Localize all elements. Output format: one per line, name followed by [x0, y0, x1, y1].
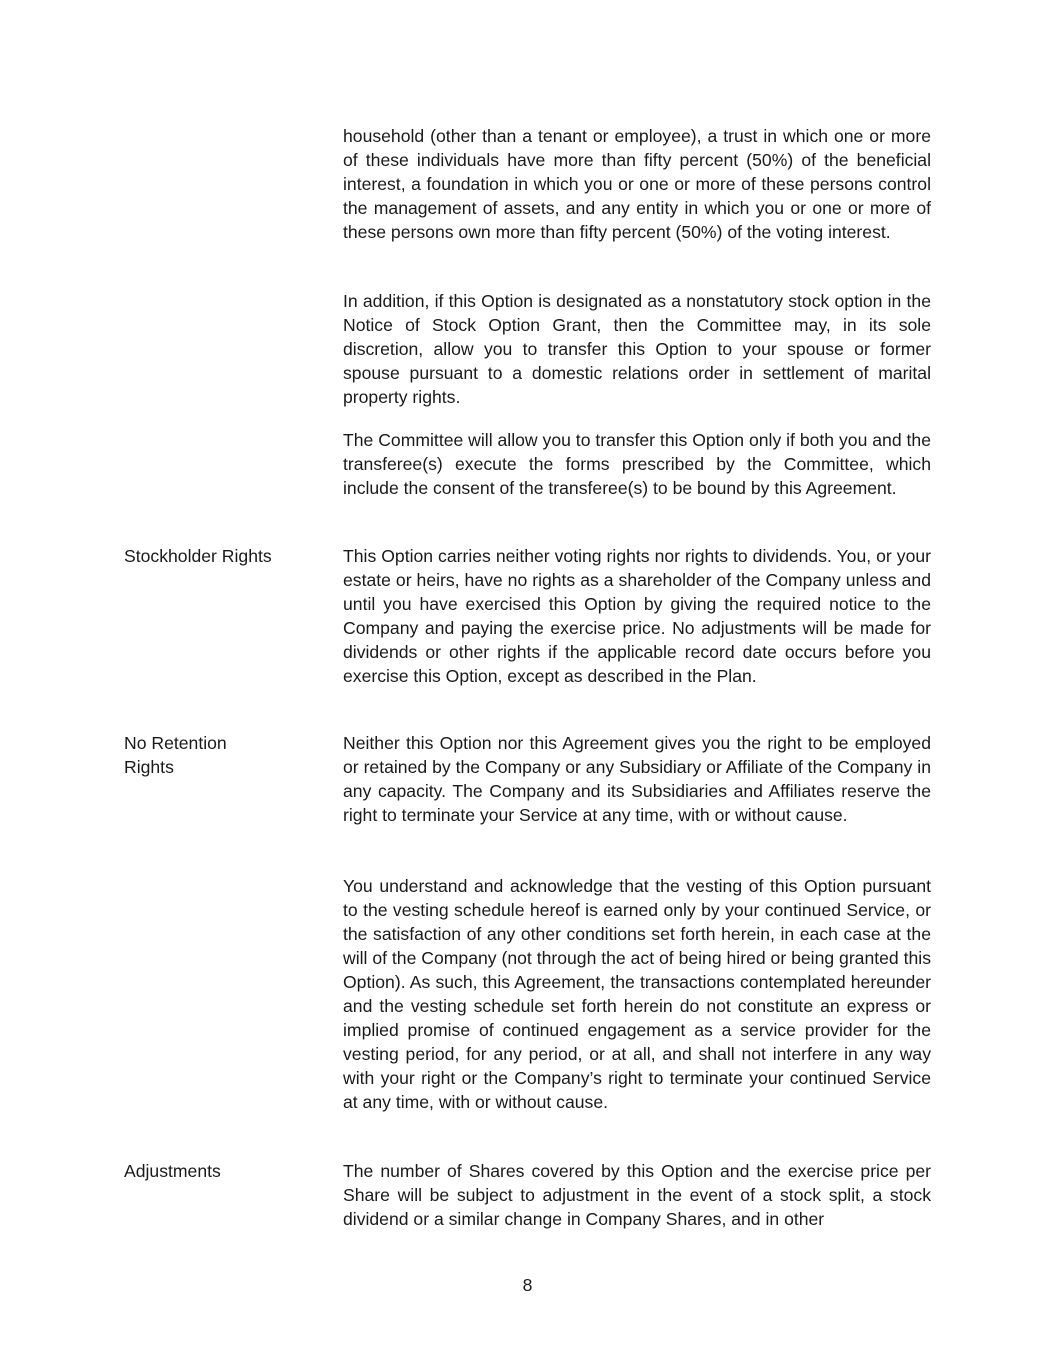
adjustments-heading: Adjustments: [124, 1161, 221, 1181]
transfer-paragraph-1: household (other than a tenant or employee), a trust in which one or more of these individuals have more than fifty percent (50%) of the beneficial interest, a foundation in which you or one or more of these persons control the management of assets, and any entity in which you or one or more of these persons own more than fifty percent (50%) of the voting interest.: [343, 126, 931, 242]
transfer-paragraph-3: The Committee will allow you to transfer this Option only if both you and the transferee(s) execute the forms prescribed by the Committee, which include the consent of the transferee(s) to be bound by this Agreement.: [343, 430, 931, 498]
stockholder-rights-heading: Stockholder Rights: [124, 546, 272, 566]
page-number: 8: [522, 1275, 533, 1295]
no-retention-paragraph-1: Neither this Option nor this Agreement gives you the right to be employed or retained by the Company or any Subsidiary or Affiliate of the Company in any capacity. The Company and its Subsidiaries and Affiliates reserve the right to terminate your Service at any time, with or without cause.: [343, 733, 931, 825]
adjustments-paragraph: The number of Shares covered by this Option and the exercise price per Share will be subject to adjustment in the event of a stock split, a stock dividend or a similar change in Company Shares, and in other: [343, 1161, 931, 1229]
transfer-paragraph-2: In addition, if this Option is designated as a nonstatutory stock option in the Notice of Stock Option Grant, then the Committee may, in its sole discretion, allow you to transfer this Option to your spouse or former spouse pursuant to a domestic relations order in settlement of marital property rights.: [343, 291, 931, 407]
no-retention-rights-heading: No Retention Rights: [124, 733, 227, 777]
no-retention-paragraph-2: You understand and acknowledge that the vesting of this Option pursuant to the vesting schedule hereof is earned only by your continued Service, or the satisfaction of any other conditions set forth herein, in each case at the will of the Company (not through the act of being hired or being granted this Option). As such, this Agreement, the transactions contemplated hereunder and the vesting schedule set forth herein do not constitute an express or implied promise of continued engagement as a service provider for the vesting period, for any period, or at all, and shall not interfere in any way with your right or the Company’s right to terminate your continued Service at any time, with or without cause.: [343, 876, 931, 1112]
stockholder-rights-paragraph: This Option carries neither voting rights nor rights to dividends. You, or your estate or heirs, have no rights as a shareholder of the Company unless and until you have exercised this Option by giving the required notice to the Company and paying the exercise price. No adjustments will be made for dividends or other rights if the applicable record date occurs before you exercise this Option, except as described in the Plan.: [343, 546, 931, 686]
